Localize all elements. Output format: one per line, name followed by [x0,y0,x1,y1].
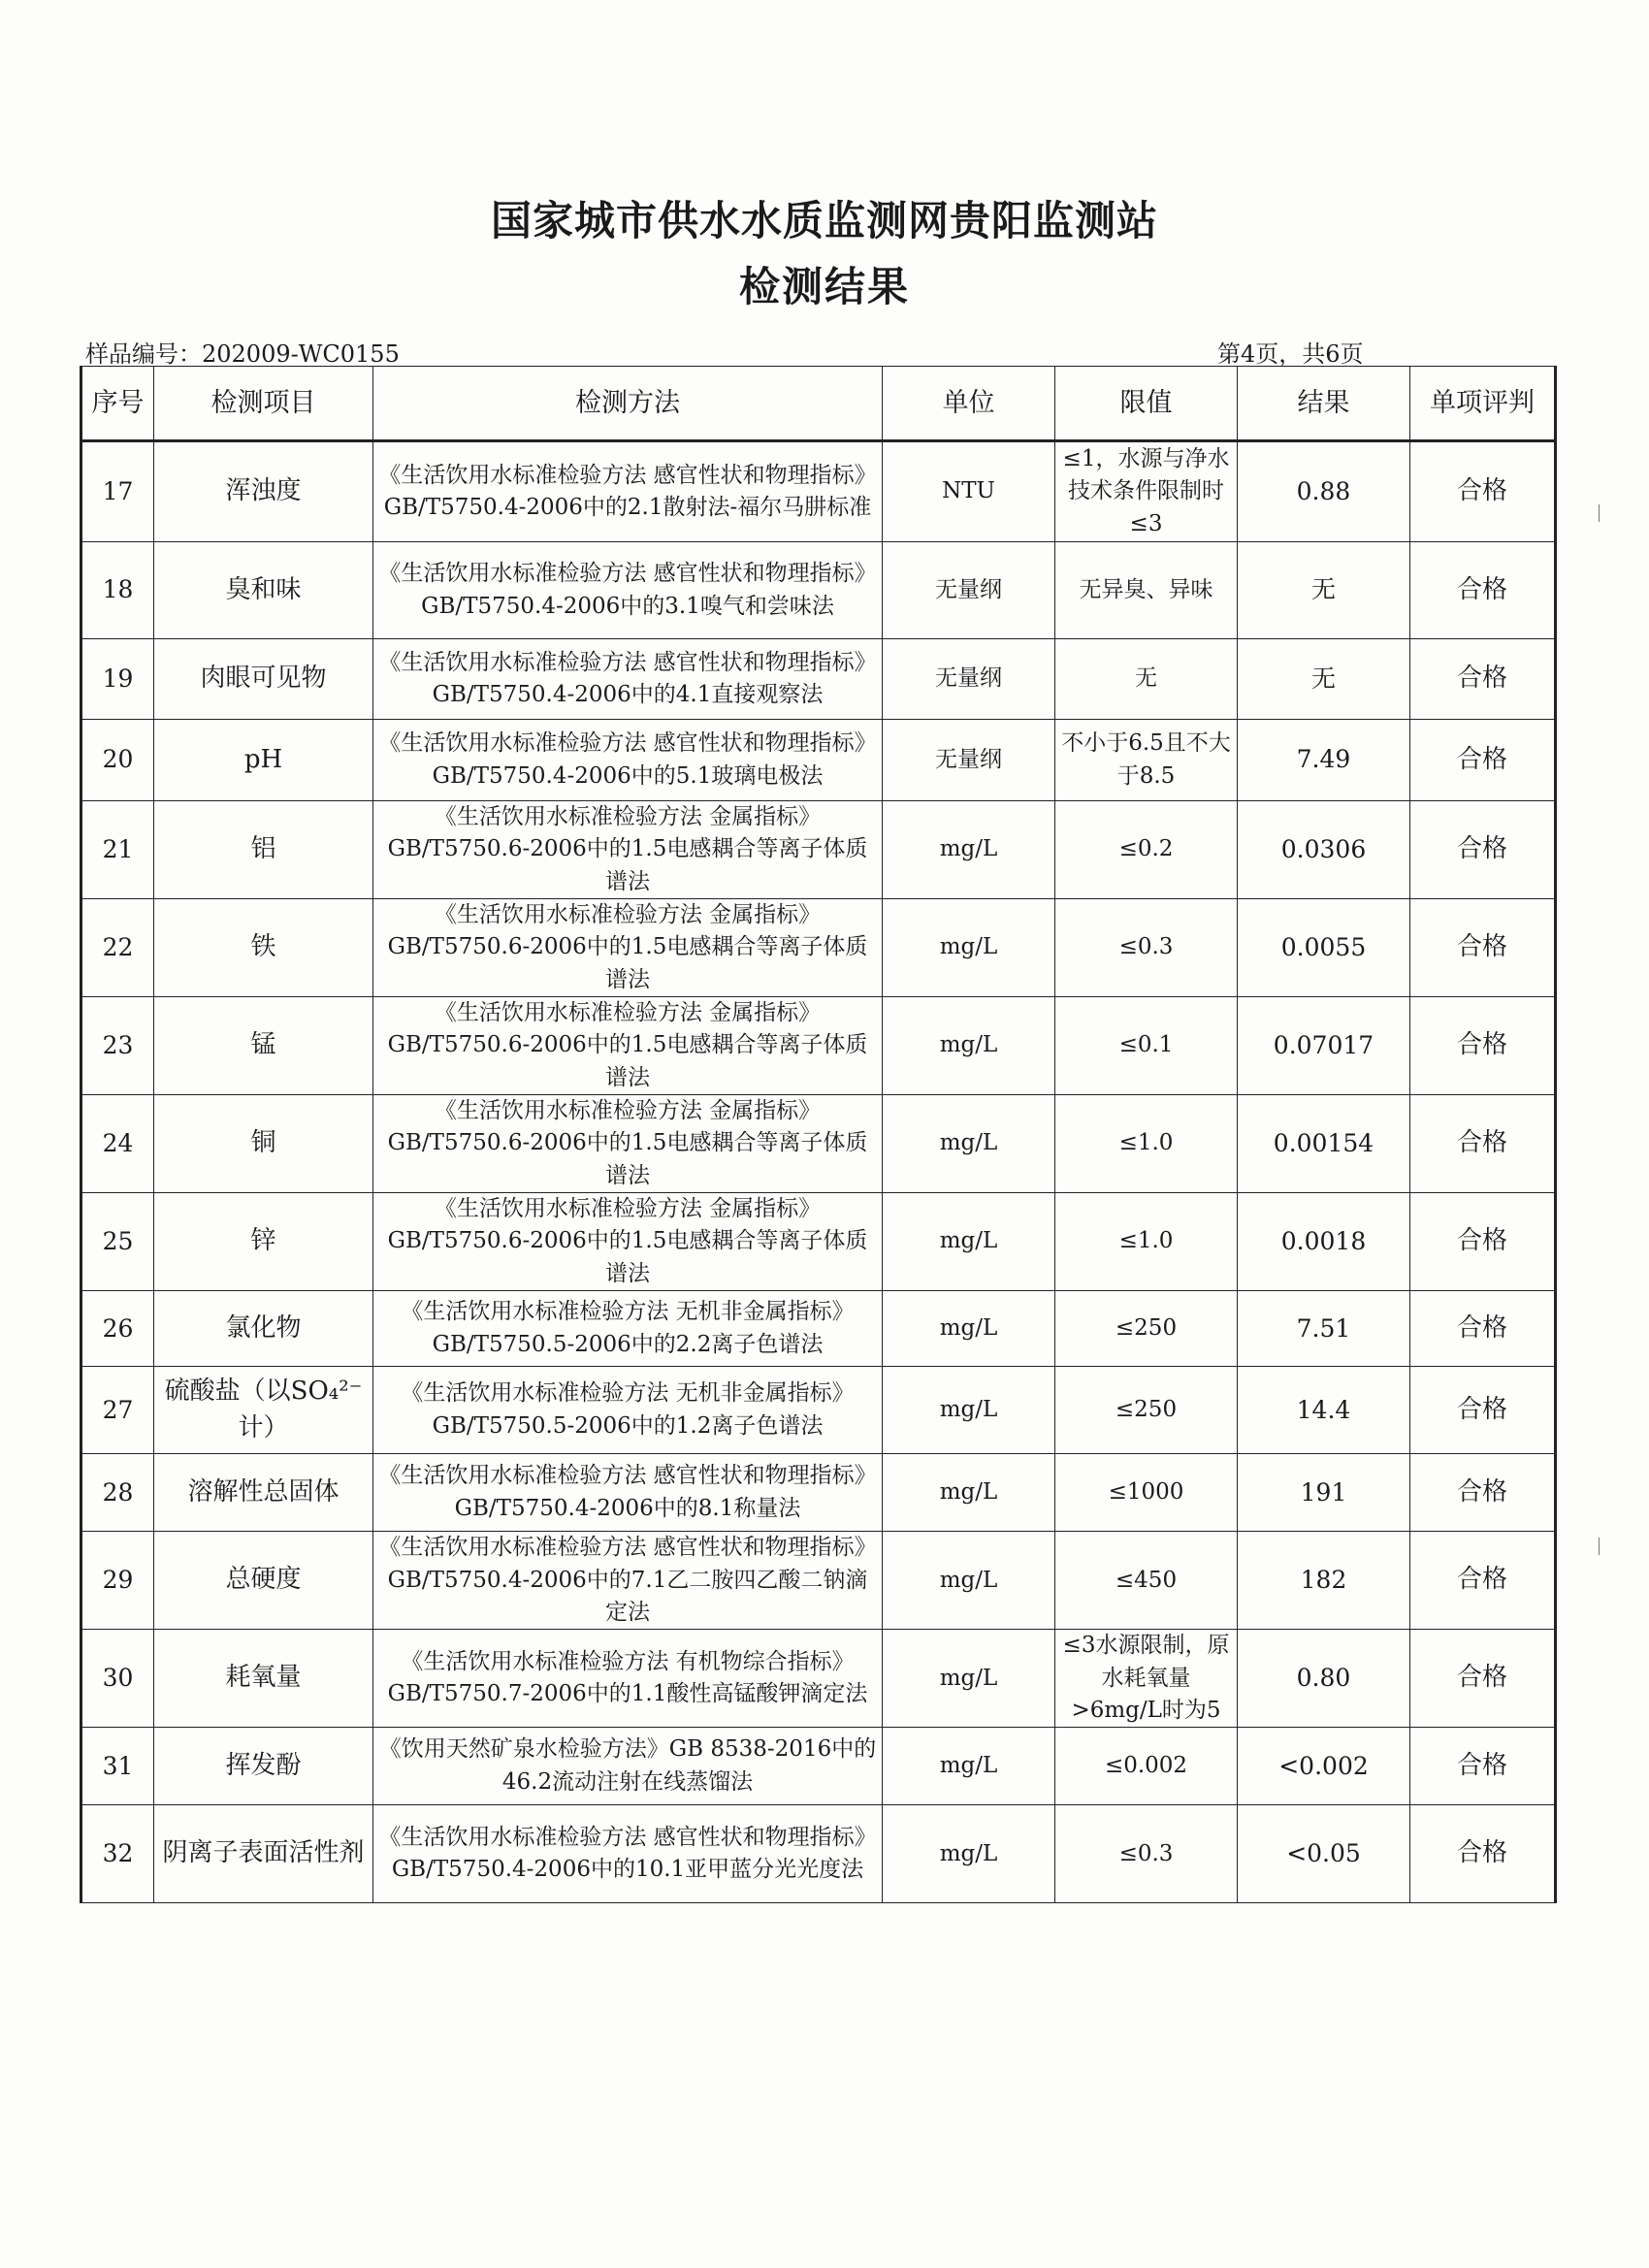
row-number: 31 [81,1728,154,1805]
row-number: 19 [81,639,154,720]
result-value: 0.00154 [1238,1095,1410,1193]
test-method: 《生活饮用水标准检验方法 金属指标》GB/T5750.6-2006中的1.5电感耦合等离子体质谱法 [373,899,883,997]
limit-value: 不小于6.5且不大于8.5 [1055,720,1238,801]
verdict: 合格 [1410,1454,1556,1532]
table-row [81,720,1556,801]
result-value: 无 [1238,542,1410,639]
row-number: 26 [81,1291,154,1367]
row-number: 21 [81,801,154,899]
test-method: 《生活饮用水标准检验方法 金属指标》GB/T5750.6-2006中的1.5电感耦合等离子体质谱法 [373,1095,883,1193]
limit-value: ≤1，水源与净水技术条件限制时≤3 [1055,441,1238,542]
row-number: 23 [81,997,154,1095]
col-header-number: 序号 [81,367,154,441]
result-value: 7.49 [1238,720,1410,801]
table-row [81,1728,1556,1805]
test-item: 氯化物 [154,1291,373,1367]
test-method: 《生活饮用水标准检验方法 无机非金属指标》GB/T5750.5-2006中的2.2离子色谱法 [373,1291,883,1367]
row-number: 18 [81,542,154,639]
unit: mg/L [883,1630,1055,1728]
verdict: 合格 [1410,899,1556,997]
results-table [80,366,1557,1903]
page-title: 国家城市供水水质监测网贵阳监测站 [490,197,1158,244]
test-method: 《生活饮用水标准检验方法 有机物综合指标》GB/T5750.7-2006中的1.1酸性高锰酸钾滴定法 [373,1630,883,1728]
row-number: 29 [81,1532,154,1630]
page-subtitle: 检测结果 [738,263,910,310]
test-item: 锰 [154,997,373,1095]
unit: mg/L [883,1367,1055,1454]
margin-mark [1599,1538,1600,1555]
test-item: pH [154,720,373,801]
verdict: 合格 [1410,997,1556,1095]
test-method: 《生活饮用水标准检验方法 感官性状和物理指标》GB/T5750.4-2006中的8.1称量法 [373,1454,883,1532]
test-method: 《生活饮用水标准检验方法 金属指标》GB/T5750.6-2006中的1.5电感耦合等离子体质谱法 [373,997,883,1095]
test-item: 肉眼可见物 [154,639,373,720]
test-method: 《生活饮用水标准检验方法 感官性状和物理指标》GB/T5750.4-2006中的10.1亚甲蓝分光光度法 [373,1805,883,1903]
row-number: 28 [81,1454,154,1532]
col-header-method: 检测方法 [373,367,883,441]
limit-value: ≤0.1 [1055,997,1238,1095]
verdict: 合格 [1410,639,1556,720]
result-value: 14.4 [1238,1367,1410,1454]
unit: NTU [883,441,1055,542]
result-value: 无 [1238,639,1410,720]
col-header-result: 结果 [1238,367,1410,441]
sample-number: 样品编号：202009-WC0155 [85,340,400,368]
table-row [81,899,1556,997]
unit: mg/L [883,1095,1055,1193]
row-number: 25 [81,1193,154,1291]
verdict: 合格 [1410,1193,1556,1291]
result-value: <0.002 [1238,1728,1410,1805]
test-item: 溶解性总固体 [154,1454,373,1532]
table-row [81,1454,1556,1532]
limit-value: ≤1.0 [1055,1193,1238,1291]
row-number: 30 [81,1630,154,1728]
unit: mg/L [883,899,1055,997]
test-method: 《生活饮用水标准检验方法 感官性状和物理指标》GB/T5750.4-2006中的4.1直接观察法 [373,639,883,720]
test-item: 硫酸盐（以SO₄²⁻计） [154,1367,373,1454]
table-row [81,1805,1556,1903]
result-value: 182 [1238,1532,1410,1630]
col-header-limit: 限值 [1055,367,1238,441]
row-number: 22 [81,899,154,997]
limit-value: ≤0.2 [1055,801,1238,899]
table-row [81,639,1556,720]
result-value: 0.80 [1238,1630,1410,1728]
col-header-verdict: 单项评判 [1410,367,1556,441]
test-method: 《生活饮用水标准检验方法 无机非金属指标》GB/T5750.5-2006中的1.2离子色谱法 [373,1367,883,1454]
test-method: 《饮用天然矿泉水检验方法》GB 8538-2016中的46.2流动注射在线蒸馏法 [373,1728,883,1805]
table-row [81,1095,1556,1193]
verdict: 合格 [1410,720,1556,801]
verdict: 合格 [1410,801,1556,899]
test-item: 臭和味 [154,542,373,639]
test-item: 总硬度 [154,1532,373,1630]
verdict: 合格 [1410,542,1556,639]
row-number: 27 [81,1367,154,1454]
limit-value: 无异臭、异味 [1055,542,1238,639]
verdict: 合格 [1410,441,1556,542]
result-value: 0.07017 [1238,997,1410,1095]
table-header-row [81,367,1556,441]
limit-value: ≤0.3 [1055,899,1238,997]
margin-mark [1599,504,1600,522]
verdict: 合格 [1410,1728,1556,1805]
result-value: 7.51 [1238,1291,1410,1367]
verdict: 合格 [1410,1805,1556,1903]
unit: mg/L [883,1805,1055,1903]
test-item: 铜 [154,1095,373,1193]
test-method: 《生活饮用水标准检验方法 感官性状和物理指标》 GB/T5750.4-2006中的7.1乙二胺四乙酸二钠滴定法 [373,1532,883,1630]
result-value: 0.0055 [1238,899,1410,997]
col-header-item: 检测项目 [154,367,373,441]
limit-value: ≤250 [1055,1291,1238,1367]
test-method: 《生活饮用水标准检验方法 金属指标》GB/T5750.6-2006中的1.5电感耦合等离子体质谱法 [373,801,883,899]
test-item: 阴离子表面活性剂 [154,1805,373,1903]
limit-value: ≤1000 [1055,1454,1238,1532]
verdict: 合格 [1410,1291,1556,1367]
result-value: 0.0306 [1238,801,1410,899]
test-item: 挥发酚 [154,1728,373,1805]
unit: mg/L [883,1291,1055,1367]
test-item: 耗氧量 [154,1630,373,1728]
verdict: 合格 [1410,1367,1556,1454]
table-row [81,1291,1556,1367]
table-row [81,441,1556,542]
verdict: 合格 [1410,1630,1556,1728]
verdict: 合格 [1410,1532,1556,1630]
table-row [81,1193,1556,1291]
table-row [81,1367,1556,1454]
unit: 无量纲 [883,542,1055,639]
result-value: 191 [1238,1454,1410,1532]
limit-value: ≤250 [1055,1367,1238,1454]
test-item: 浑浊度 [154,441,373,542]
table-row [81,997,1556,1095]
test-item: 铝 [154,801,373,899]
row-number: 24 [81,1095,154,1193]
test-item: 锌 [154,1193,373,1291]
limit-value: 无 [1055,639,1238,720]
row-number: 17 [81,441,154,542]
limit-value: ≤3水源限制，原水耗氧量>6mg/L时为5 [1055,1630,1238,1728]
result-value: <0.05 [1238,1805,1410,1903]
limit-value: ≤0.002 [1055,1728,1238,1805]
result-value: 0.88 [1238,441,1410,542]
test-method: 《生活饮用水标准检验方法 感官性状和物理指标》GB/T5750.4-2006中的2.1散射法-福尔马肼标准 [373,441,883,542]
unit: mg/L [883,1193,1055,1291]
result-value: 0.0018 [1238,1193,1410,1291]
row-number: 20 [81,720,154,801]
unit: mg/L [883,801,1055,899]
table-row [81,542,1556,639]
unit: mg/L [883,1728,1055,1805]
unit: mg/L [883,997,1055,1095]
unit: mg/L [883,1454,1055,1532]
page-number: 第4页，共6页 [1217,340,1364,368]
table-row [81,801,1556,899]
test-method: 《生活饮用水标准检验方法 金属指标》GB/T5750.6-2006中的1.5电感耦合等离子体质谱法 [373,1193,883,1291]
verdict: 合格 [1410,1095,1556,1193]
unit: 无量纲 [883,639,1055,720]
limit-value: ≤1.0 [1055,1095,1238,1193]
unit: mg/L [883,1532,1055,1630]
test-item: 铁 [154,899,373,997]
limit-value: ≤450 [1055,1532,1238,1630]
row-number: 32 [81,1805,154,1903]
col-header-unit: 单位 [883,367,1055,441]
test-method: 《生活饮用水标准检验方法 感官性状和物理指标》GB/T5750.4-2006中的5.1玻璃电极法 [373,720,883,801]
unit: 无量纲 [883,720,1055,801]
table-row [81,1532,1556,1630]
limit-value: ≤0.3 [1055,1805,1238,1903]
table-row [81,1630,1556,1728]
test-method: 《生活饮用水标准检验方法 感官性状和物理指标》GB/T5750.4-2006中的3.1嗅气和尝味法 [373,542,883,639]
